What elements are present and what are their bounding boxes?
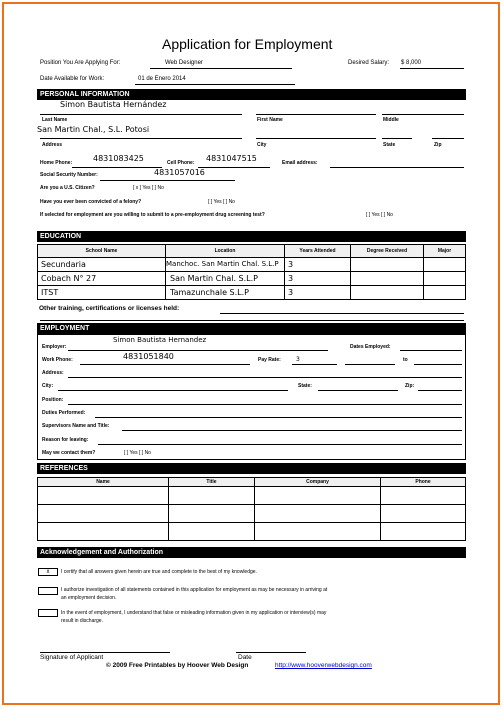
position-value: Web Designer: [165, 60, 203, 66]
cell-phone-label: Cell Phone:: [167, 160, 195, 166]
first-name-line[interactable]: [256, 114, 376, 115]
col-degree: Degree Received: [351, 245, 424, 258]
other-training-line[interactable]: [220, 313, 464, 314]
years-value: 3: [288, 287, 294, 297]
major-cell[interactable]: [424, 258, 466, 272]
cell-phone-value: 4831047515: [206, 154, 257, 163]
ref-cell[interactable]: [38, 487, 169, 505]
school-cell[interactable]: [38, 286, 166, 300]
certify-text: I certify that all answers given herein are true and complete to the best of my knowledge.: [61, 569, 257, 575]
date-available-label: Date Available for Work:: [40, 76, 105, 82]
col-ref-company: Company: [255, 478, 381, 487]
ref-cell[interactable]: [169, 505, 255, 523]
school-cell[interactable]: [38, 272, 166, 286]
employer-line[interactable]: [68, 350, 328, 351]
ref-cell[interactable]: [169, 523, 255, 541]
years-value: 3: [288, 273, 294, 283]
table-row: [38, 523, 466, 541]
ref-cell[interactable]: [255, 523, 381, 541]
ref-cell[interactable]: [381, 505, 466, 523]
col-major: Major: [424, 245, 466, 258]
duties-label: Duties Performed:: [42, 410, 86, 416]
employment-section-header: EMPLOYMENT: [37, 323, 466, 334]
discharge-text-2: result in discharge.: [61, 618, 103, 624]
salary-label: Desired Salary:: [348, 60, 390, 66]
pay-rate-line[interactable]: [292, 364, 337, 365]
dates-from-line[interactable]: [345, 364, 395, 365]
education-table: [37, 244, 466, 300]
form-title: Application for Employment: [162, 36, 333, 52]
work-phone-value: 4831051840: [123, 352, 174, 361]
emp-position-label: Position:: [42, 397, 64, 403]
location-cell[interactable]: [166, 286, 285, 300]
work-phone-line[interactable]: [80, 364, 250, 365]
salary-field-line[interactable]: [400, 68, 464, 69]
emp-zip-label: Zip:: [405, 383, 415, 389]
middle-name-label: Middle: [383, 117, 399, 123]
email-line[interactable]: [330, 167, 464, 168]
dates-to-line[interactable]: [414, 364, 462, 365]
emp-position-line[interactable]: [68, 404, 462, 405]
ssn-value: 4831057016: [154, 168, 205, 177]
state-label: State: [383, 142, 396, 148]
table-row: [38, 272, 466, 286]
home-phone-label: Home Phone:: [40, 160, 73, 166]
degree-cell[interactable]: [351, 258, 424, 272]
middle-name-line[interactable]: [382, 114, 464, 115]
ref-cell[interactable]: [255, 487, 381, 505]
pay-rate-label: Pay Rate:: [258, 357, 281, 363]
last-name-label: Last Name: [42, 117, 68, 123]
to-label: to: [403, 357, 408, 363]
location-cell[interactable]: [166, 258, 285, 272]
degree-cell[interactable]: [351, 272, 424, 286]
years-cell[interactable]: [285, 272, 351, 286]
col-ref-phone: Phone: [381, 478, 466, 487]
home-phone-value: 4831083425: [93, 154, 144, 163]
col-ref-title: Title: [169, 478, 255, 487]
supervisor-label: Supervisors Name and Title:: [42, 423, 110, 429]
degree-cell[interactable]: [351, 286, 424, 300]
authorize-text-2: an employment decision.: [61, 595, 117, 601]
major-cell[interactable]: [424, 272, 466, 286]
table-row: [38, 505, 466, 523]
location-cell[interactable]: [166, 272, 285, 286]
date-available-value: 01 de Enero 2014: [138, 76, 186, 82]
school-value: Secundaria: [41, 259, 86, 269]
signature-label: Signature of Applicant: [40, 654, 104, 661]
dates-employed-line[interactable]: [400, 350, 462, 351]
last-name-line[interactable]: [40, 114, 242, 115]
salary-value: $ 8,000: [401, 60, 422, 66]
felony-label: Have you ever been convicted of a felony?: [40, 199, 142, 205]
applicant-name-value: Simon Bautista Hernández: [60, 100, 167, 109]
years-value: 3: [288, 259, 294, 269]
location-value: Manchoc. San Martin Chal. S.L.P: [166, 260, 279, 268]
supervisor-line[interactable]: [122, 430, 462, 431]
work-phone-label: Work Phone:: [42, 357, 73, 363]
emp-state-line[interactable]: [318, 390, 398, 391]
zip-line[interactable]: [432, 138, 464, 139]
city-line[interactable]: [256, 138, 376, 139]
school-value: ITST: [41, 287, 59, 297]
emp-city-line[interactable]: [58, 390, 288, 391]
signature-line[interactable]: [40, 652, 170, 653]
employer-value: Simon Bautista Hernandez: [113, 336, 207, 344]
state-line[interactable]: [382, 138, 412, 139]
emp-city-label: City:: [42, 383, 54, 389]
certify-checkbox[interactable]: x: [38, 568, 58, 576]
col-school-name: School Name: [38, 245, 166, 258]
emp-zip-line[interactable]: [418, 390, 462, 391]
dates-employed-label: Dates Employed:: [350, 344, 391, 350]
ref-cell[interactable]: [38, 505, 169, 523]
address-value: San Martin Chal., S.L. Potosi: [37, 125, 150, 134]
ref-cell[interactable]: [38, 523, 169, 541]
first-name-label: First Name: [257, 117, 283, 123]
personal-section-header: PERSONAL INFORMATION: [37, 89, 466, 100]
employer-label: Employer:: [42, 344, 67, 350]
major-cell[interactable]: [424, 286, 466, 300]
position-field-line[interactable]: [150, 68, 292, 69]
col-ref-name: Name: [38, 478, 169, 487]
col-location: Location: [166, 245, 285, 258]
discharge-text-1: In the event of employment, I understand that false or misleading information given in my application or interview(s) may: [61, 610, 327, 616]
references-section-header: REFERENCES: [37, 463, 466, 474]
zip-label: Zip: [434, 142, 442, 148]
col-years: Years Attended: [285, 245, 351, 258]
other-training-label: Other training, certifications or licenses held:: [39, 305, 180, 312]
email-label: Email address:: [282, 160, 318, 166]
employment-box: [37, 334, 466, 460]
emp-state-label: State:: [298, 383, 312, 389]
date-available-line[interactable]: [135, 84, 295, 85]
duties-line[interactable]: [95, 417, 462, 418]
years-cell[interactable]: [285, 286, 351, 300]
city-label: City: [257, 142, 267, 148]
table-row: [38, 286, 466, 300]
date-line[interactable]: [236, 652, 306, 653]
emp-address-label: Address:: [42, 370, 64, 376]
ssn-label: Social Security Number:: [40, 172, 98, 178]
address-line[interactable]: [40, 138, 242, 139]
position-label: Position You Are Applying For:: [40, 60, 121, 66]
education-section-header: EDUCATION: [37, 231, 466, 242]
contact-label: May we contact them?: [42, 450, 96, 456]
school-value: Cobach N° 27: [41, 273, 97, 283]
citizen-options[interactable]: [ x ] Yes [ ] No: [133, 185, 164, 191]
ref-cell[interactable]: [381, 487, 466, 505]
authorize-text-1: I authorize investigation of all statements contained in this application for employment as may be necessary in arriving at: [61, 587, 328, 593]
emp-address-line[interactable]: [68, 377, 462, 378]
location-value: San Martin Chal. S.L.P: [170, 273, 258, 283]
contact-options[interactable]: [ ] Yes [ ] No: [124, 450, 151, 456]
felony-options[interactable]: [ ] Yes [ ] No: [208, 199, 235, 205]
authorize-checkbox[interactable]: [38, 587, 58, 595]
drug-test-options[interactable]: [ ] Yes [ ] No: [366, 212, 393, 218]
ref-cell[interactable]: [255, 505, 381, 523]
signature-date-label: Date: [238, 654, 252, 661]
pay-rate-value: 3: [296, 356, 300, 363]
citizen-label: Are you a U.S. Citizen?: [40, 185, 95, 191]
school-cell[interactable]: [38, 258, 166, 272]
drug-test-label: If selected for employment are you willing to submit to a pre-employment drug screening test?: [40, 212, 265, 218]
ssn-line[interactable]: [100, 180, 235, 181]
ref-cell[interactable]: [169, 487, 255, 505]
references-table: [37, 477, 466, 541]
address-label: Address: [42, 142, 63, 148]
cell-phone-line[interactable]: [198, 167, 270, 168]
copyright-text: © 2009 Free Printables by Hoover Web Design: [106, 662, 249, 669]
years-cell[interactable]: [285, 258, 351, 272]
acknowledgement-section-header: Acknowledgement and Authorization: [37, 547, 466, 558]
ref-cell[interactable]: [381, 523, 466, 541]
home-phone-line[interactable]: [72, 167, 162, 168]
location-value: Tamazunchale S.L.P: [170, 287, 250, 297]
other-training-line-2[interactable]: [40, 320, 464, 321]
reason-leaving-line[interactable]: [98, 444, 462, 445]
table-row: [38, 487, 466, 505]
footer-link[interactable]: http://www.hooverwebdesign.com: [275, 662, 372, 669]
discharge-checkbox[interactable]: [38, 609, 58, 617]
reason-leaving-label: Reason for leaving:: [42, 437, 89, 443]
table-row: [38, 258, 466, 272]
